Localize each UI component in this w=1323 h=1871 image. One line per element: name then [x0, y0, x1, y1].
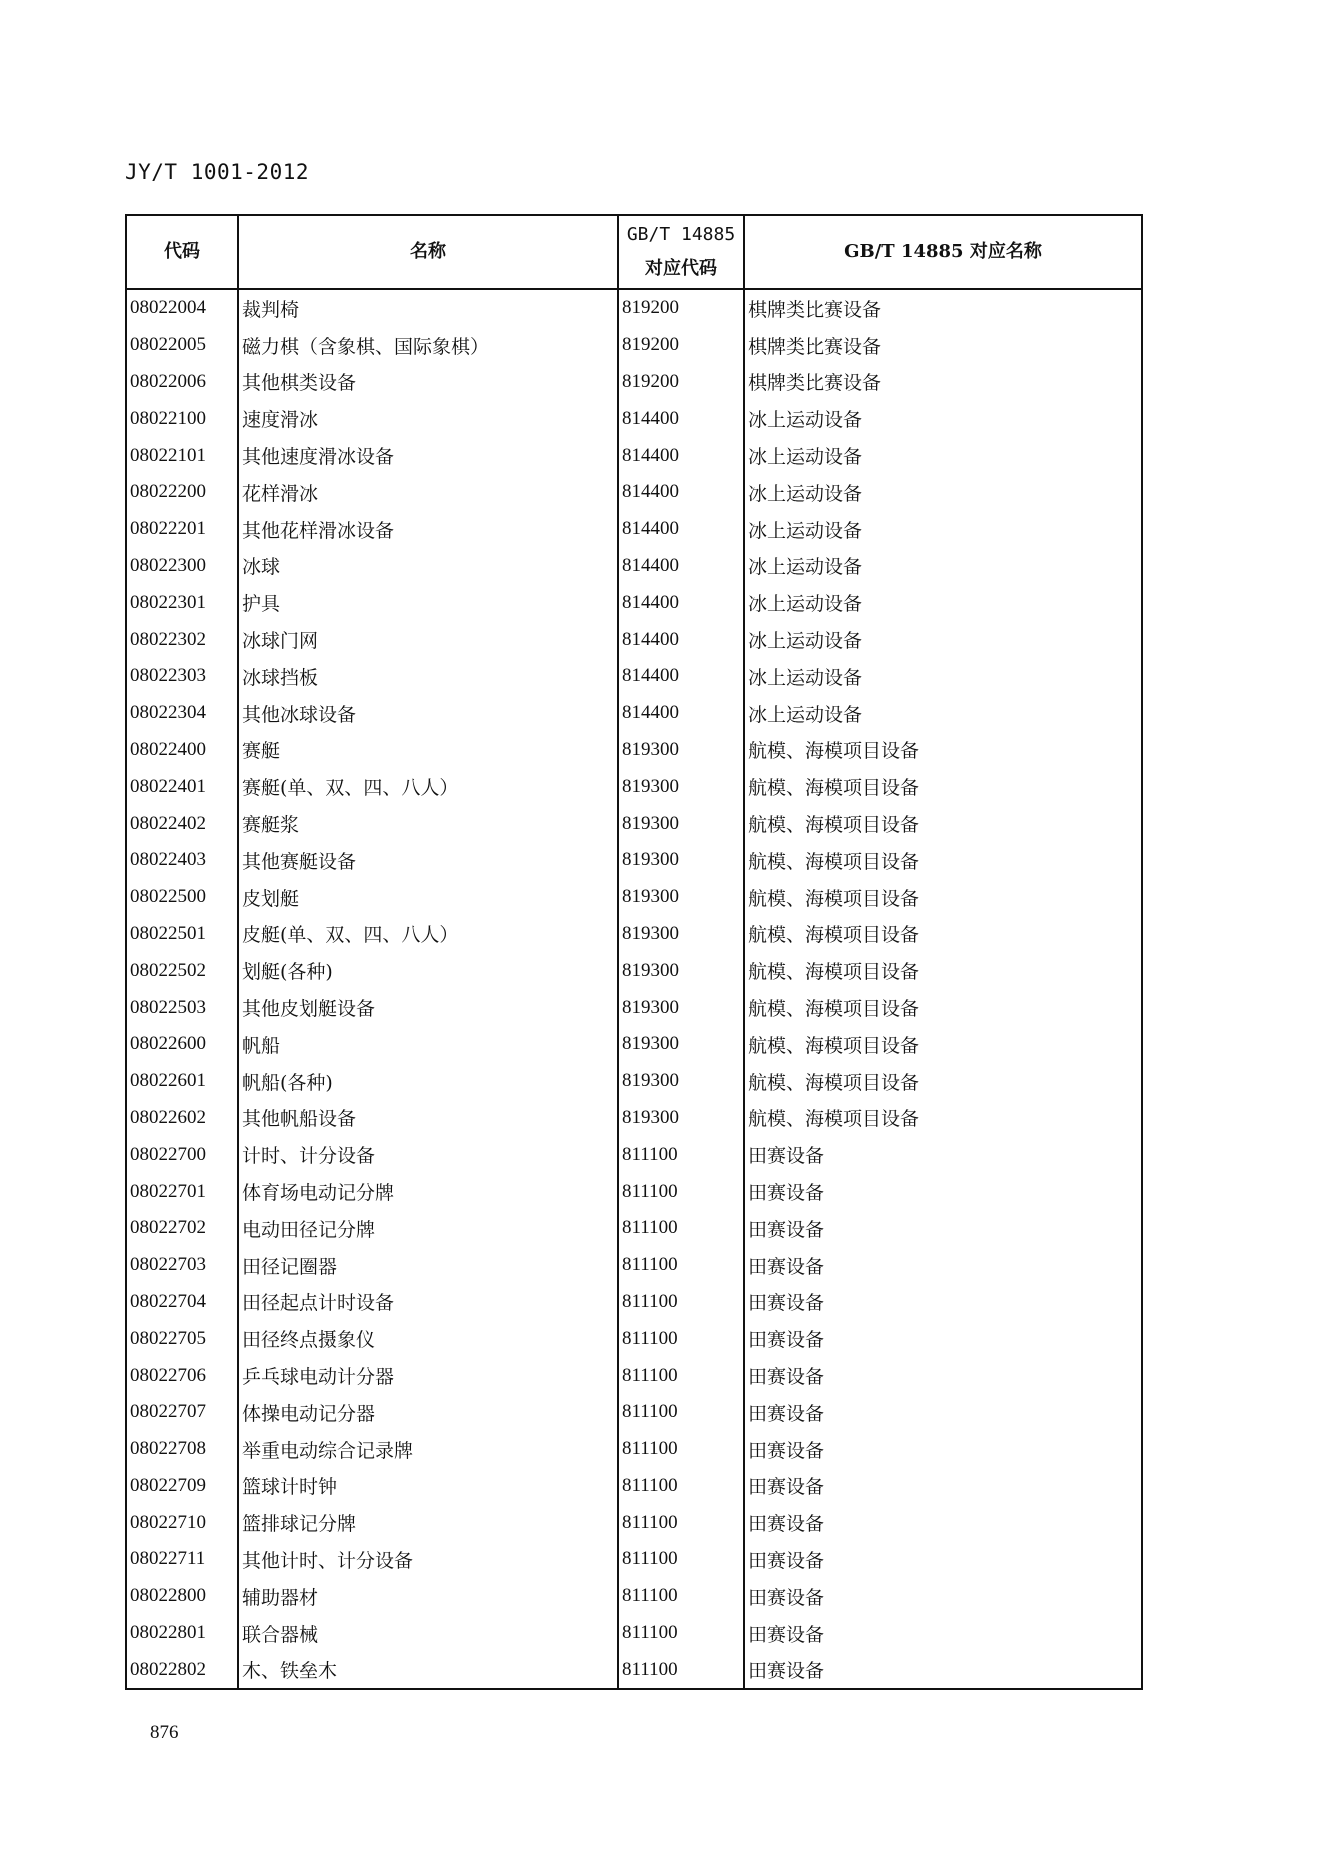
gb-code-cell: 811100 — [618, 1136, 744, 1173]
code-cell: 08022709 — [126, 1468, 238, 1505]
code-cell: 08022700 — [126, 1136, 238, 1173]
name-cell: 其他花样滑冰设备 — [238, 511, 618, 548]
gb-code-cell: 811100 — [618, 1320, 744, 1357]
gb-code-cell: 811100 — [618, 1578, 744, 1615]
code-cell: 08022703 — [126, 1247, 238, 1284]
gb-name-cell: 冰上运动设备 — [744, 658, 1142, 695]
code-cell: 08022501 — [126, 916, 238, 953]
code-cell: 08022100 — [126, 400, 238, 437]
gb-code-cell: 819300 — [618, 842, 744, 879]
gb-name-cell: 冰上运动设备 — [744, 511, 1142, 548]
table-row — [126, 327, 1142, 364]
name-cell: 辅助器材 — [238, 1578, 618, 1615]
gb-name-cell: 航模、海模项目设备 — [744, 952, 1142, 989]
gb-name-cell: 冰上运动设备 — [744, 548, 1142, 585]
code-cell: 08022304 — [126, 695, 238, 732]
gb-name-cell: 田赛设备 — [744, 1541, 1142, 1578]
name-cell: 冰球门网 — [238, 621, 618, 658]
gb-code-cell: 819200 — [618, 364, 744, 401]
gb-code-cell: 819200 — [618, 289, 744, 327]
code-cell: 08022402 — [126, 805, 238, 842]
name-cell: 划艇(各种) — [238, 952, 618, 989]
code-cell: 08022503 — [126, 989, 238, 1026]
table-row — [126, 1504, 1142, 1541]
table-row — [126, 1615, 1142, 1652]
gb-code-cell: 819300 — [618, 768, 744, 805]
gb-name-cell: 冰上运动设备 — [744, 584, 1142, 621]
code-cell: 08022006 — [126, 364, 238, 401]
name-cell: 其他帆船设备 — [238, 1100, 618, 1137]
code-cell: 08022300 — [126, 548, 238, 585]
table-row — [126, 1651, 1142, 1689]
col-header-gb-code — [618, 215, 744, 289]
gb-code-cell: 819300 — [618, 1026, 744, 1063]
gb-name-cell: 航模、海模项目设备 — [744, 805, 1142, 842]
name-cell: 护具 — [238, 584, 618, 621]
name-cell: 举重电动综合记录牌 — [238, 1431, 618, 1468]
name-cell: 其他冰球设备 — [238, 695, 618, 732]
gb-name-cell: 田赛设备 — [744, 1357, 1142, 1394]
gb-code-cell: 814400 — [618, 548, 744, 585]
table-row — [126, 1320, 1142, 1357]
gb-name-cell: 田赛设备 — [744, 1394, 1142, 1431]
gb-name-cell: 航模、海模项目设备 — [744, 768, 1142, 805]
code-mapping-table — [125, 214, 1143, 1690]
name-cell: 体育场电动记分牌 — [238, 1173, 618, 1210]
gb-code-cell: 819300 — [618, 952, 744, 989]
page-number: 876 — [150, 1722, 179, 1743]
gb-code-cell: 819300 — [618, 916, 744, 953]
gb-code-cell: 811100 — [618, 1615, 744, 1652]
gb-code-cell: 814400 — [618, 695, 744, 732]
gb-name-cell: 棋牌类比赛设备 — [744, 289, 1142, 327]
table-row — [126, 1210, 1142, 1247]
gb-name-cell: 航模、海模项目设备 — [744, 1100, 1142, 1137]
gb-code-cell: 811100 — [618, 1504, 744, 1541]
table-row — [126, 364, 1142, 401]
name-cell: 篮球计时钟 — [238, 1468, 618, 1505]
gb-name-cell: 田赛设备 — [744, 1504, 1142, 1541]
name-cell: 赛艇浆 — [238, 805, 618, 842]
table-row — [126, 1541, 1142, 1578]
code-cell: 08022303 — [126, 658, 238, 695]
table-row — [126, 437, 1142, 474]
gb-name-cell: 棋牌类比赛设备 — [744, 364, 1142, 401]
name-cell: 体操电动记分器 — [238, 1394, 618, 1431]
code-cell: 08022004 — [126, 289, 238, 327]
table-row — [126, 1284, 1142, 1321]
standard-code: JY/T 1001-2012 — [125, 160, 310, 184]
gb-name-cell: 冰上运动设备 — [744, 621, 1142, 658]
gb-code-cell: 811100 — [618, 1394, 744, 1431]
gb-code-cell: 814400 — [618, 400, 744, 437]
gb-name-cell: 航模、海模项目设备 — [744, 1063, 1142, 1100]
table-row — [126, 768, 1142, 805]
code-cell: 08022701 — [126, 1173, 238, 1210]
gb-code-cell: 811100 — [618, 1468, 744, 1505]
gb-code-cell: 811100 — [618, 1284, 744, 1321]
code-cell: 08022302 — [126, 621, 238, 658]
code-cell: 08022801 — [126, 1615, 238, 1652]
code-cell: 08022706 — [126, 1357, 238, 1394]
gb-code-cell: 819300 — [618, 732, 744, 769]
gb-code-cell: 814400 — [618, 511, 744, 548]
table-row — [126, 1136, 1142, 1173]
gb-name-cell: 田赛设备 — [744, 1173, 1142, 1210]
name-cell: 联合器械 — [238, 1615, 618, 1652]
code-cell: 08022704 — [126, 1284, 238, 1321]
code-cell: 08022707 — [126, 1394, 238, 1431]
gb-code-cell: 819300 — [618, 879, 744, 916]
table-body — [126, 289, 1142, 1689]
name-cell: 赛艇 — [238, 732, 618, 769]
gb-code-cell: 811100 — [618, 1431, 744, 1468]
gb-name-cell: 田赛设备 — [744, 1210, 1142, 1247]
code-cell: 08022600 — [126, 1026, 238, 1063]
name-cell: 磁力棋（含象棋、国际象棋） — [238, 327, 618, 364]
name-cell: 田径起点计时设备 — [238, 1284, 618, 1321]
gb-code-cell: 811100 — [618, 1173, 744, 1210]
table-row — [126, 1468, 1142, 1505]
gb-code-cell: 814400 — [618, 437, 744, 474]
gb-code-cell: 811100 — [618, 1541, 744, 1578]
name-cell: 田径记圈器 — [238, 1247, 618, 1284]
code-cell: 08022200 — [126, 474, 238, 511]
name-cell: 花样滑冰 — [238, 474, 618, 511]
gb-name-cell: 田赛设备 — [744, 1578, 1142, 1615]
code-cell: 08022602 — [126, 1100, 238, 1137]
gb-code-cell: 811100 — [618, 1247, 744, 1284]
gb-name-cell: 冰上运动设备 — [744, 400, 1142, 437]
gb-name-cell: 航模、海模项目设备 — [744, 1026, 1142, 1063]
name-cell: 其他速度滑冰设备 — [238, 437, 618, 474]
gb-code-cell: 814400 — [618, 584, 744, 621]
gb-name-cell: 田赛设备 — [744, 1651, 1142, 1689]
gb-code-cell: 814400 — [618, 474, 744, 511]
table-row — [126, 548, 1142, 585]
gb-name-cell: 冰上运动设备 — [744, 437, 1142, 474]
gb-name-cell: 冰上运动设备 — [744, 695, 1142, 732]
code-cell: 08022702 — [126, 1210, 238, 1247]
name-cell: 篮排球记分牌 — [238, 1504, 618, 1541]
table-row — [126, 400, 1142, 437]
table-row — [126, 805, 1142, 842]
gb-code-cell: 819300 — [618, 805, 744, 842]
name-cell: 计时、计分设备 — [238, 1136, 618, 1173]
col-header-name: 名称 — [238, 215, 618, 289]
name-cell: 皮艇(单、双、四、八人） — [238, 916, 618, 953]
name-cell: 其他计时、计分设备 — [238, 1541, 618, 1578]
code-cell: 08022201 — [126, 511, 238, 548]
gb-name-cell: 田赛设备 — [744, 1431, 1142, 1468]
name-cell: 裁判椅 — [238, 289, 618, 327]
gb-name-cell: 航模、海模项目设备 — [744, 842, 1142, 879]
gb-name-cell: 田赛设备 — [744, 1247, 1142, 1284]
code-cell: 08022101 — [126, 437, 238, 474]
table-row — [126, 732, 1142, 769]
table-row — [126, 952, 1142, 989]
gb-name-cell: 冰上运动设备 — [744, 474, 1142, 511]
name-cell: 乒乓球电动计分器 — [238, 1357, 618, 1394]
name-cell: 赛艇(单、双、四、八人） — [238, 768, 618, 805]
table-row — [126, 511, 1142, 548]
table-row — [126, 1026, 1142, 1063]
gb-code-cell: 819300 — [618, 1100, 744, 1137]
name-cell: 冰球 — [238, 548, 618, 585]
gb-name-cell: 田赛设备 — [744, 1468, 1142, 1505]
gb-name-cell: 田赛设备 — [744, 1136, 1142, 1173]
table-row — [126, 1578, 1142, 1615]
code-cell: 08022705 — [126, 1320, 238, 1357]
name-cell: 冰球挡板 — [238, 658, 618, 695]
name-cell: 帆船 — [238, 1026, 618, 1063]
table-row — [126, 879, 1142, 916]
gb-name-cell: 航模、海模项目设备 — [744, 916, 1142, 953]
name-cell: 田径终点摄象仪 — [238, 1320, 618, 1357]
table-row — [126, 916, 1142, 953]
code-cell: 08022802 — [126, 1651, 238, 1689]
code-cell: 08022005 — [126, 327, 238, 364]
code-cell: 08022403 — [126, 842, 238, 879]
name-cell: 皮划艇 — [238, 879, 618, 916]
code-cell: 08022401 — [126, 768, 238, 805]
table-row — [126, 1357, 1142, 1394]
table-row — [126, 989, 1142, 1026]
name-cell: 其他赛艇设备 — [238, 842, 618, 879]
name-cell: 其他棋类设备 — [238, 364, 618, 401]
code-cell: 08022601 — [126, 1063, 238, 1100]
gb-code-cell: 819300 — [618, 989, 744, 1026]
code-cell: 08022800 — [126, 1578, 238, 1615]
col-header-code: 代码 — [126, 215, 238, 289]
gb-code-cell: 814400 — [618, 621, 744, 658]
gb-name-cell: 棋牌类比赛设备 — [744, 327, 1142, 364]
gb-code-cell: 811100 — [618, 1357, 744, 1394]
table-row — [126, 474, 1142, 511]
table-row — [126, 1100, 1142, 1137]
gb-name-cell: 田赛设备 — [744, 1615, 1142, 1652]
name-cell: 电动田径记分牌 — [238, 1210, 618, 1247]
gb-name-cell: 航模、海模项目设备 — [744, 732, 1142, 769]
name-cell: 速度滑冰 — [238, 400, 618, 437]
table-row — [126, 289, 1142, 327]
table-row — [126, 658, 1142, 695]
code-cell: 08022500 — [126, 879, 238, 916]
name-cell: 帆船(各种) — [238, 1063, 618, 1100]
name-cell: 木、铁垒木 — [238, 1651, 618, 1689]
table-row — [126, 621, 1142, 658]
gb-name-cell: 航模、海模项目设备 — [744, 989, 1142, 1026]
gb-name-cell: 田赛设备 — [744, 1284, 1142, 1321]
gb-name-cell: 航模、海模项目设备 — [744, 879, 1142, 916]
code-cell: 08022502 — [126, 952, 238, 989]
code-cell: 08022711 — [126, 1541, 238, 1578]
code-cell: 08022400 — [126, 732, 238, 769]
table-row — [126, 842, 1142, 879]
gb-code-cell: 814400 — [618, 658, 744, 695]
table-row — [126, 695, 1142, 732]
gb-code-cell: 819200 — [618, 327, 744, 364]
gb-name-cell: 田赛设备 — [744, 1320, 1142, 1357]
table-header — [126, 215, 1142, 289]
table-row — [126, 1394, 1142, 1431]
table-row — [126, 1063, 1142, 1100]
gb-code-cell: 811100 — [618, 1210, 744, 1247]
code-cell: 08022708 — [126, 1431, 238, 1468]
table-row — [126, 1431, 1142, 1468]
code-cell: 08022301 — [126, 584, 238, 621]
table-row — [126, 1173, 1142, 1210]
col-header-gb-name: GB/T 14885 对应名称 — [744, 215, 1142, 289]
table-row — [126, 584, 1142, 621]
gb-code-header-line1: GB/T 14885 — [626, 224, 736, 245]
table-row — [126, 1247, 1142, 1284]
gb-code-cell: 811100 — [618, 1651, 744, 1689]
gb-code-header-line2: 对应代码 — [645, 258, 717, 279]
gb-code-cell: 819300 — [618, 1063, 744, 1100]
code-cell: 08022710 — [126, 1504, 238, 1541]
name-cell: 其他皮划艇设备 — [238, 989, 618, 1026]
